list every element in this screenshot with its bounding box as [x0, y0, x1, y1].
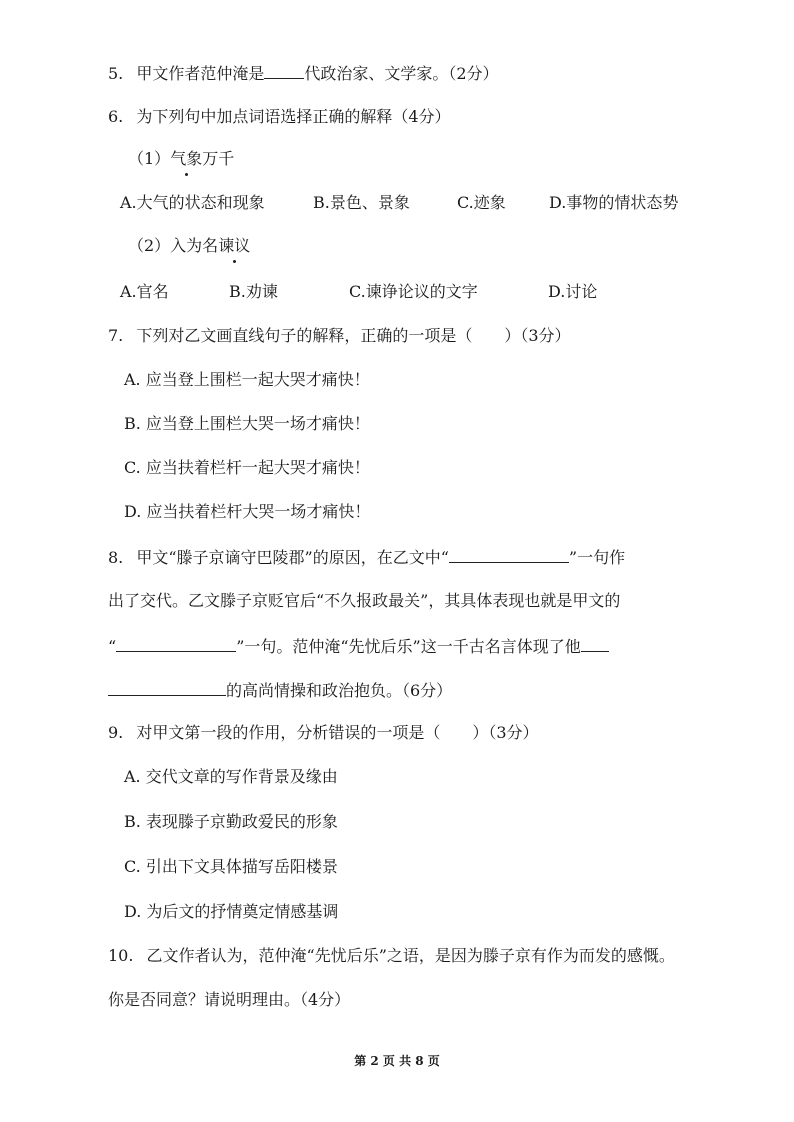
q6-sub2-option-c[interactable]: C.谏诤论议的文字 [349, 282, 478, 301]
q6-sub1-dotted-word: 气象 [170, 149, 203, 168]
q7-option-c[interactable]: C. 应当扶着栏杆一起大哭才痛快！ [124, 458, 370, 477]
q6-sub2 [128, 235, 250, 257]
q6-number: 6. [108, 107, 124, 126]
q7-option-a[interactable]: A. 应当登上围栏一起大哭才痛快！ [124, 370, 370, 389]
question-8 [108, 546, 625, 569]
q6-sub2-label: （2）入为名 [128, 236, 219, 255]
q10-line2: 你是否同意？请说明理由。（4分） [108, 990, 351, 1009]
q8-answer-blank-3b[interactable] [108, 679, 226, 696]
q8-line3-pre: “ [108, 637, 117, 656]
q5-text-post: 代政治家、文学家。（2分） [304, 64, 499, 83]
q7-stem: 下列对乙文画直线句子的解释，正确的一项是（ ）（3分） [136, 326, 571, 345]
q8-line3-post: ”一句。范仲淹“先忧后乐”这一千古名言体现了他 [236, 637, 581, 656]
q5-answer-blank[interactable] [264, 62, 304, 79]
q8-line4 [108, 679, 452, 702]
q7-number: 7. [108, 326, 124, 345]
q8-number: 8. [108, 548, 124, 567]
q9-option-c[interactable]: C. 引出下文具体描写岳阳楼景 [124, 857, 338, 876]
q10-number: 10. [108, 946, 134, 965]
question-5 [108, 62, 499, 85]
q6-sub1-option-b[interactable]: B.景色、景象 [313, 193, 410, 212]
question-9 [108, 722, 539, 744]
q8-line1-post: ”一句作 [568, 548, 626, 567]
question-6 [108, 106, 451, 128]
page-number: 第 2 页 共 8 页 [354, 1054, 440, 1068]
q8-line2: 出了交代。乙文滕子京贬官后“不久报政最关”，其具体表现也就是甲文的 [108, 591, 621, 610]
q8-line4-post: 的高尚情操和政治抱负。（6分） [226, 681, 453, 700]
q8-answer-blank-3a[interactable] [581, 635, 609, 652]
q6-sub1-label: （1） [128, 149, 171, 168]
q8-answer-blank-1[interactable] [449, 546, 569, 563]
q5-text-pre: 甲文作者范仲淹是 [136, 64, 265, 83]
q8-line3 [108, 635, 609, 658]
q9-option-b[interactable]: B. 表现滕子京勤政爱民的形象 [124, 812, 338, 831]
q6-sub1-option-a[interactable]: A.大气的状态和现象 [120, 193, 265, 212]
q6-sub2-option-d[interactable]: D.讨论 [548, 282, 598, 301]
question-7 [108, 325, 571, 347]
q6-sub1-option-d[interactable]: D.事物的情状态势 [549, 193, 679, 212]
q6-stem: 为下列句中加点词语选择正确的解释（4分） [136, 107, 451, 126]
q6-sub1-rest: 万千 [202, 149, 235, 168]
q9-number: 9. [108, 723, 124, 742]
q8-line1-pre: 甲文“滕子京谪守巴陵郡”的原因，在乙文中“ [136, 548, 449, 567]
q7-option-d[interactable]: D. 应当扶着栏杆大哭一场才痛快！ [124, 502, 371, 521]
q6-sub2-option-a[interactable]: A.官名 [120, 282, 169, 301]
q9-option-a[interactable]: A. 交代文章的写作背景及缘由 [124, 767, 338, 786]
q10-line1: 乙文作者认为，范仲淹“先忧后乐”之语，是因为滕子京有作为而发的感慨。 [146, 946, 675, 965]
q6-sub1 [128, 148, 234, 170]
q7-option-b[interactable]: B. 应当登上围栏大哭一场才痛快！ [124, 414, 370, 433]
question-10 [108, 945, 675, 967]
q9-option-d[interactable]: D. 为后文的抒情奠定情感基调 [124, 902, 339, 921]
q9-stem: 对甲文第一段的作用，分析错误的一项是（ ）（3分） [136, 723, 539, 742]
q5-number: 5. [108, 64, 124, 83]
q6-sub2-dotted-word: 谏议 [218, 236, 251, 255]
q8-answer-blank-2[interactable] [116, 635, 236, 652]
q6-sub2-option-b[interactable]: B.劝谏 [229, 282, 278, 301]
q6-sub1-option-c[interactable]: C.迹象 [457, 193, 506, 212]
